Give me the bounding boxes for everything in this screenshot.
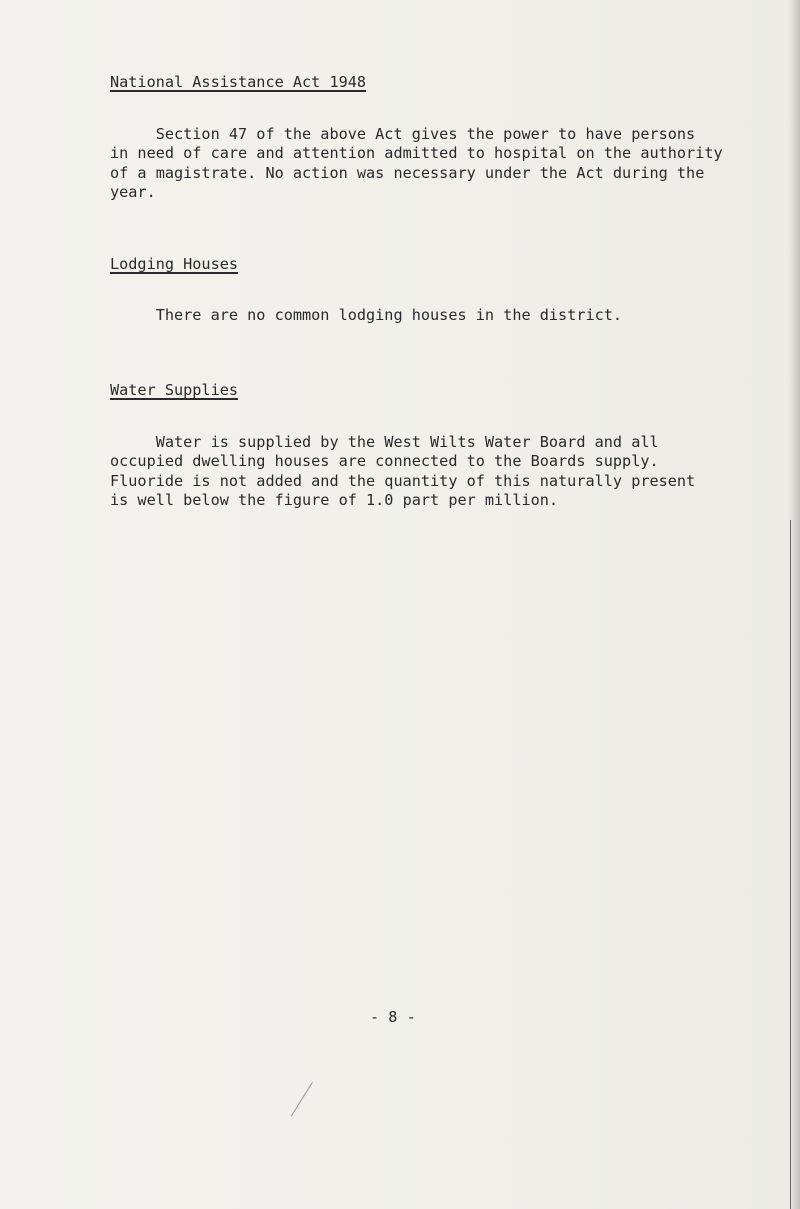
document-title: National Assistance Act 1948 bbox=[110, 73, 367, 91]
heading-lodging-houses: Lodging Houses bbox=[110, 255, 239, 273]
paragraph-section-47: Section 47 of the above Act gives the power to have persons in need of care and attention admitted to hospital on the authority of a magistrate. No action was necessary under the Act during the year. bbox=[110, 125, 723, 202]
pen-mark bbox=[291, 1082, 313, 1116]
page-edge-line bbox=[790, 520, 791, 1209]
paragraph-water-supplies: Water is supplied by the West Wilts Water Board and all occupied dwelling houses are connected to the Boards supply. Fluoride is not added and the quantity of this naturally present is well below the figure of 1.0 part per million. bbox=[110, 433, 696, 510]
heading-water-supplies: Water Supplies bbox=[110, 381, 239, 399]
paragraph-lodging-houses: There are no common lodging houses in the district. bbox=[110, 306, 623, 324]
page-number: - 8 - bbox=[370, 1008, 416, 1026]
